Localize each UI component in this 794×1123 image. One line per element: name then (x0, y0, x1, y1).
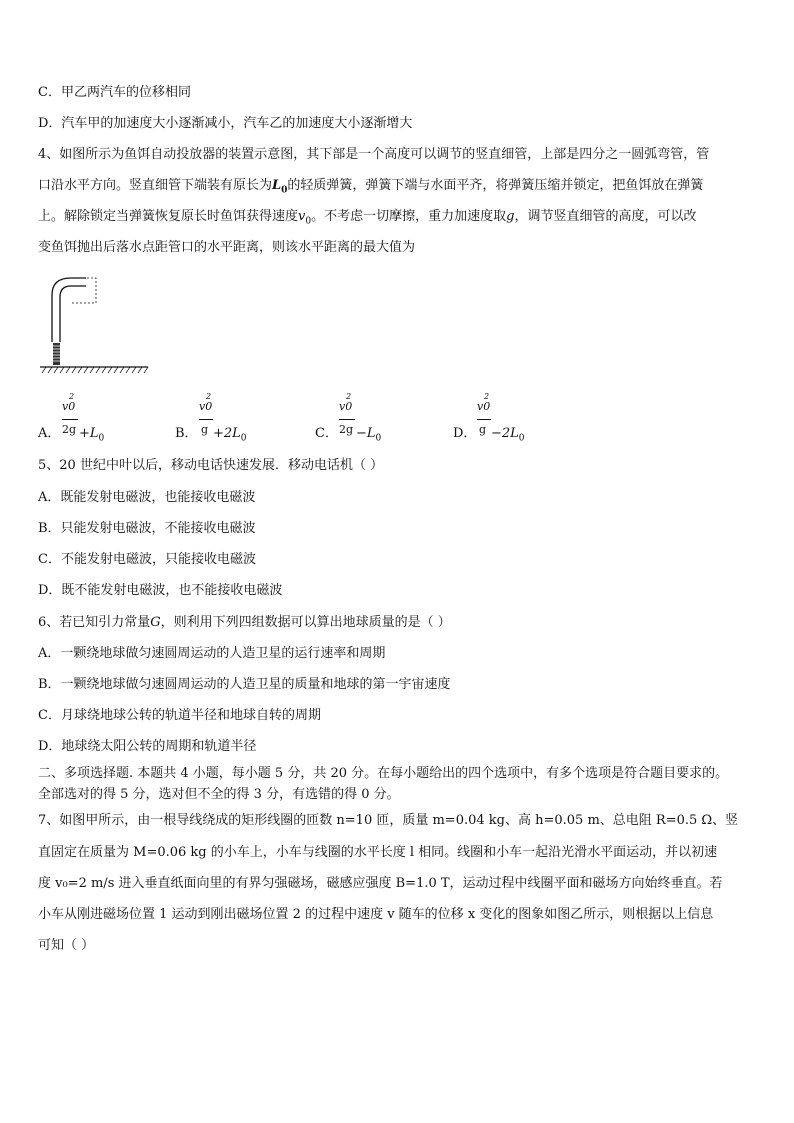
q7-stem-line3: 度 v₀=2 m/s 进入垂直纸面向里的有界匀强磁场，磁感应强度 B=1.0 T，运动过程中线圈平面和磁场方向始终垂直。若 (38, 876, 723, 891)
q4-stem-line3: 上。解除锁定当弹簧恢复原长时鱼饵获得速度$v_0$。不考虑一切摩擦，重力加速度取g，调节竖直细管的高度，可以改 (38, 209, 697, 227)
q7-stem-line4: 小车从刚进磁场位置 1 运动到刚出磁场位置 2 的过程中速度 v 随车的位移 x 变化的图象如图乙所示，则根据以上信息 (38, 907, 714, 922)
q6-option-b: B．一颗绕地球做匀速圆周运动的人造卫星的质量和地球的第一宇宙速度 (38, 677, 451, 692)
q5-option-c: C．不能发射电磁波，只能接收电磁波 (38, 552, 256, 567)
q7-stem-line5: 可知（ ） (38, 938, 95, 953)
q3-option-d: D．汽车甲的加速度大小逐渐减小，汽车乙的加速度大小逐渐增大 (38, 116, 413, 131)
q4-stem-line4: 变鱼饵抛出后落水点距管口的水平距离，则该水平距离的最大值为 (38, 240, 416, 255)
q3-option-c: C．甲乙两汽车的位移相同 (38, 85, 191, 100)
q7-stem-line2: 直固定在质量为 M=0.06 kg 的小车上，小车与线圈的水平长度 l 相同。线圈和小车一起沿光滑水平面运动，并以初速 (38, 845, 718, 860)
q5-option-a: A．既能发射电磁波，也能接收电磁波 (38, 490, 256, 505)
q5-stem: 5、20 世纪中叶以后，移动电话快速发展．移动电话机（ ） (38, 458, 384, 473)
q4-stem-line2: 口沿水平方向。竖直细管下端装有原长为$L_0$的轻质弹簧，弹簧下端与水面平齐，将弹簧压缩并锁定，把鱼饵放在弹簧 (38, 178, 704, 196)
q6-option-a: A．一颗绕地球做匀速圆周运动的人造卫星的运行速率和周期 (38, 646, 386, 661)
section2-heading-line1: 二、多项选择题. 本题共 4 小题，每小题 5 分，共 20 分。在每小题给出的四个选项中，有多个选项是符合题目要求的。 (38, 766, 729, 781)
q5-option-d: D．既不能发射电磁波，也不能接收电磁波 (38, 583, 283, 598)
q7-stem-line1: 7、如图甲所示，由一根导线绕成的矩形线圈的匝数 n=10 匝，质量 m=0.04 kg、高 h=0.05 m、总电阻 R=0.5 Ω、竖 (38, 813, 739, 828)
q5-option-b: B．只能发射电磁波，不能接收电磁波 (38, 521, 256, 536)
q6-option-d: D．地球绕太阳公转的周期和轨道半径 (38, 739, 257, 754)
q4-stem-line1: 4、如图所示为鱼饵自动投放器的装置示意图，其下部是一个高度可以调节的竖直细管，上部是四分之一圆弧弯管，管 (38, 147, 710, 162)
q6-option-c: C．月球绕地球公转的轨道半径和地球自转的周期 (38, 708, 321, 723)
q4-figure (38, 275, 153, 375)
section2-heading-line2: 全部选对的得 5 分，选对但不全的得 3 分，有选错的得 0 分。 (38, 787, 400, 802)
q6-stem: 6、若已知引力常量G，则利用下列四组数据可以算出地球质量的是（ ） (38, 615, 451, 630)
